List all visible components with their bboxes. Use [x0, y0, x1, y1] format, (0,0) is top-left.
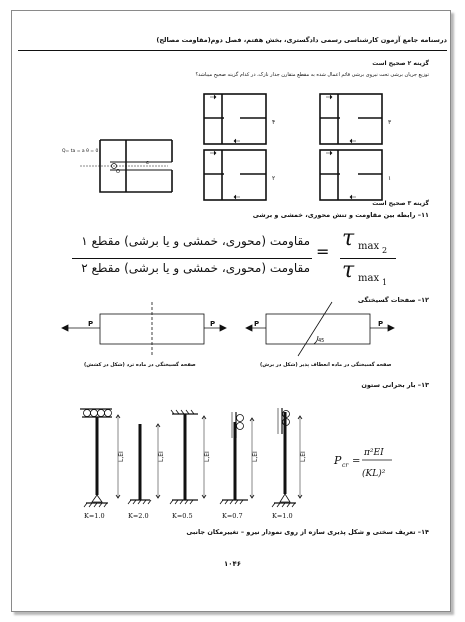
option2-explanation: توزیع جریان برشی تحت نیروی برشی قائم اعمال شده به مقطع متقارن جدار نازک، در کدام گزینه صحیح میباشد؟ — [195, 72, 429, 78]
roller-support-top — [84, 410, 112, 417]
option-label-2: ۲ — [272, 175, 276, 182]
angle-label: 45 — [318, 338, 325, 344]
column-label-2: L,EI — [158, 451, 165, 462]
euler-lhs-subscript: cr — [342, 462, 349, 469]
q13-title: ۱۳– بار بحرانی ستون — [361, 381, 429, 389]
page-number: ۱۰۴۶ — [223, 560, 242, 568]
column-label-4: L,EI — [252, 451, 259, 462]
formula-denominator: مقاومت (محوری، خمشی و یا برشی) مقطع ۲ — [81, 261, 310, 275]
failure-caption-ductile: صفحه گسیختگی در ماده انعطاف پذیر (شکل در برش) — [260, 362, 392, 368]
option-label-4: ۴ — [272, 119, 276, 126]
formula-index-top: 2 — [382, 246, 388, 255]
load-label-right-2: P — [378, 320, 384, 328]
option2-answer: گزینه ۲ صحیح است — [372, 60, 429, 67]
euler-equals: = — [352, 456, 361, 467]
formula-numerator: مقاومت (محوری، خمشی و یا برشی) مقطع ۱ — [81, 234, 310, 248]
option3-answer: گزینه ۳ صحیح است — [372, 200, 429, 207]
column-label-1: L,EI — [118, 451, 125, 462]
euler-lhs: P — [334, 454, 342, 467]
load-label-left-1: P — [88, 320, 94, 328]
euler-numerator: π²EI — [364, 448, 384, 458]
formula-max-bottom: max — [358, 273, 380, 284]
formula-tau-top: τ — [342, 226, 355, 251]
formula-index-bottom: 1 — [382, 278, 388, 287]
k-value-2: K=2.0 — [128, 512, 149, 520]
column-label-3: L,EI — [204, 451, 211, 462]
failure-caption-brittle: صفحه گسیختگی در ماده ترد (شکل در کشش) — [84, 362, 196, 368]
column-label-5: L,EI — [300, 451, 307, 462]
formula-max-top: max — [358, 241, 380, 252]
q14-title: ۱۴– تعریف سختی و شکل پذیری سازه از روی نمودار نیرو – تغییرمکان جانبی — [186, 528, 429, 536]
shear-flow-label: Q= ta = a θ = 0 — [62, 149, 99, 154]
formula-equals: = — [316, 242, 330, 261]
eccentricity-label: e — [146, 160, 150, 166]
formula-tau-bottom: τ — [342, 258, 355, 283]
load-label-left-2: P — [210, 320, 216, 328]
page-header: درسنامه جامع آزمون کارشناسی رسمی دادگستری، بخش هفتم، فصل دوم(مقاومت مصالح) — [156, 36, 447, 44]
q12-title: ۱۲– صفحات گسیختگی — [357, 296, 429, 304]
k-value-5: K=1.0 — [272, 512, 293, 520]
k-value-3: K=0.5 — [172, 512, 193, 520]
option-label-1: ۱ — [388, 175, 392, 182]
k-value-4: K=0.7 — [222, 512, 243, 520]
euler-denominator: (KL)² — [362, 469, 386, 479]
q11-title: ۱۱– رابطه بین مقاومت و تنش محوری، خمشی و برشی — [252, 211, 429, 219]
shear-center-label: O — [116, 169, 120, 175]
k-value-1: K=1.0 — [84, 512, 105, 520]
load-label-right-1: P — [254, 320, 260, 328]
option-label-3: ۳ — [388, 119, 392, 126]
